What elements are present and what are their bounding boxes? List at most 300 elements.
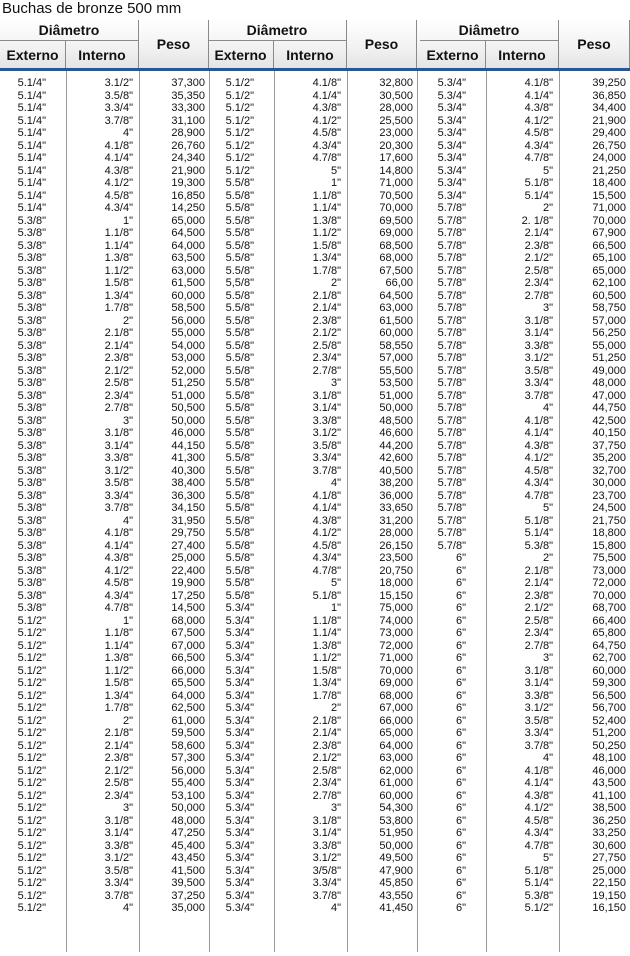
table-row [0,252,630,265]
cell-peso: 34,150 [171,502,205,514]
cell-interno: 2.5/8" [312,764,341,777]
cell-peso: 24,500 [592,502,626,514]
cell-peso: 57,000 [592,314,626,327]
cell-peso: 38,400 [171,477,205,489]
cell-externo: 5.3/4" [225,739,254,752]
cell-externo: 5.1/4" [17,164,46,177]
cell-externo: 5.5/8" [225,527,254,539]
table-row [0,802,630,815]
cell-interno: 3.7/8" [312,464,341,477]
cell-interno: 4.1/4" [524,427,553,439]
cell-peso: 19,150 [592,889,626,902]
column-divider [274,71,275,952]
table-row [0,565,630,578]
cell-interno: 4.1/4" [104,539,133,552]
cell-externo: 5.1/2" [225,152,254,164]
cell-externo: 5.1/2" [225,127,254,139]
cell-peso: 32,800 [379,77,413,89]
table-row [0,227,630,240]
cell-interno: 2.1/2" [524,602,553,614]
table-row [0,690,630,703]
cell-peso: 71,000 [592,202,626,214]
cell-interno: 4.3/4" [104,202,133,214]
cell-externo: 5.5/8" [225,577,254,589]
cell-interno: 1.7/8" [312,689,341,702]
cell-peso: 20,750 [379,564,413,577]
cell-externo: 5.3/4" [225,839,254,852]
cell-peso: 40,150 [592,427,626,439]
cell-interno: 5" [330,164,341,177]
cell-externo: 5.3/8" [17,289,46,302]
cell-interno: 3" [330,377,341,389]
cell-peso: 69,500 [379,214,413,227]
cell-externo: 6" [455,702,466,714]
table-row [0,277,630,290]
cell-externo: 6" [455,664,466,677]
cell-peso: 50,250 [592,739,626,752]
cell-peso: 45,400 [171,839,205,852]
cell-interno: 1.1/4" [104,239,133,252]
cell-externo: 5.5/8" [225,364,254,377]
cell-externo: 6" [455,652,466,664]
cell-peso: 50,500 [171,402,205,414]
cell-peso: 48,500 [379,414,413,427]
cell-peso: 53,000 [171,352,205,364]
cell-peso: 55,500 [379,364,413,377]
table-row [0,240,630,253]
cell-interno: 1.1/8" [104,627,133,639]
cell-peso: 55,400 [171,777,205,789]
cell-interno: 2.3/8" [312,739,341,752]
cell-interno: 3.5/8" [312,439,341,452]
cell-peso: 56,000 [171,314,205,327]
cell-peso: 62,500 [171,702,205,714]
cell-externo: 5.7/8" [437,414,466,427]
cell-peso: 66,000 [379,714,413,727]
cell-externo: 5.1/4" [17,127,46,139]
cell-externo: 5.3/8" [17,364,46,377]
cell-interno: 4.1/8" [524,764,553,777]
cell-externo: 5.3/4" [225,827,254,839]
cell-peso: 60,000 [592,664,626,677]
cell-interno: 4.7/8" [312,152,341,164]
cell-externo: 5.1/2" [225,77,254,89]
cell-interno: 3.3/4" [104,102,133,114]
header-interno: Interno [66,41,139,68]
header-peso: Peso [139,20,209,68]
cell-externo: 5.7/8" [437,264,466,277]
cell-interno: 3.7/8" [312,889,341,902]
cell-interno: 2.3/4" [104,789,133,802]
cell-interno: 4.7/8" [312,564,341,577]
cell-peso: 56,250 [592,327,626,339]
cell-externo: 5.1/2" [17,689,46,702]
cell-externo: 6" [455,789,466,802]
column-divider [209,71,210,952]
cell-externo: 5.7/8" [437,527,466,539]
cell-externo: 5.3/4" [225,864,254,877]
cell-peso: 48,100 [592,752,626,764]
cell-peso: 42,500 [592,414,626,427]
cell-interno: 4.5/8" [104,577,133,589]
cell-peso: 65,100 [592,252,626,264]
table-row [0,727,630,740]
cell-externo: 5.5/8" [225,402,254,414]
table-row [0,102,630,115]
cell-peso: 26,760 [171,139,205,152]
cell-externo: 5.3/4" [437,77,466,89]
cell-interno: 1.1/2" [312,652,341,664]
cell-peso: 18,000 [379,577,413,589]
cell-peso: 61,500 [379,314,413,327]
cell-externo: 5.1/2" [17,789,46,802]
cell-interno: 2" [122,714,133,727]
cell-interno: 3.3/8" [312,839,341,852]
cell-peso: 18,800 [592,527,626,539]
cell-externo: 6" [455,614,466,627]
cell-peso: 19,900 [171,577,205,589]
cell-externo: 5.3/8" [17,414,46,427]
cell-peso: 23,500 [379,552,413,564]
cell-interno: 4.5/8" [524,464,553,477]
cell-externo: 5.7/8" [437,339,466,352]
cell-interno: 3.7/8" [524,739,553,752]
cell-peso: 51,250 [171,377,205,389]
table-row [0,677,630,690]
cell-externo: 5.1/2" [17,677,46,689]
cell-interno: 2.1/2" [312,752,341,764]
cell-externo: 5.1/2" [17,727,46,739]
cell-externo: 6" [455,839,466,852]
cell-interno: 1.5/8" [312,239,341,252]
cell-externo: 5.5/8" [225,452,254,464]
table-row [0,165,630,178]
cell-peso: 47,250 [171,827,205,839]
cell-peso: 69,000 [379,677,413,689]
cell-interno: 3.7/8" [104,502,133,514]
cell-interno: 5" [542,502,553,514]
table-row [0,552,630,565]
cell-peso: 26,150 [379,539,413,552]
cell-externo: 5.7/8" [437,352,466,364]
cell-interno: 3.1/2" [312,427,341,439]
cell-peso: 25,500 [379,114,413,127]
cell-interno: 3" [330,802,341,814]
cell-externo: 5.5/8" [225,414,254,427]
cell-externo: 6" [455,739,466,752]
cell-peso: 26,750 [592,139,626,152]
cell-externo: 5.3/4" [437,177,466,189]
cell-externo: 5.3/4" [225,714,254,727]
cell-externo: 6" [455,827,466,839]
cell-interno: 3.1/8" [312,814,341,827]
table-row [0,315,630,328]
cell-peso: 66,000 [171,664,205,677]
cell-interno: 3.3/4" [104,877,133,889]
cell-peso: 35,350 [171,89,205,102]
cell-externo: 5.1/2" [225,164,254,177]
cell-externo: 5.5/8" [225,339,254,352]
cell-peso: 16,150 [592,902,626,914]
cell-externo: 6" [455,627,466,639]
cell-interno: 2.1/4" [104,739,133,752]
header-interno: Interno [274,41,347,68]
cell-externo: 5.7/8" [437,214,466,227]
cell-interno: 2.5/8" [312,339,341,352]
cell-externo: 5.7/8" [437,452,466,464]
header-externo: Externo [420,41,486,68]
cell-externo: 5.1/2" [17,864,46,877]
cell-interno: 3" [542,302,553,314]
table-row [0,815,630,828]
table-row [0,452,630,465]
cell-interno: 3.3/8" [104,452,133,464]
cell-interno: 2" [122,314,133,327]
cell-peso: 29,400 [592,127,626,139]
cell-peso: 73,000 [379,627,413,639]
cell-externo: 6" [455,764,466,777]
cell-interno: 3.1/2" [104,464,133,477]
cell-interno: 2.1/4" [312,727,341,739]
cell-externo: 5.5/8" [225,564,254,577]
cell-interno: 1.3/4" [312,677,341,689]
cell-peso: 46,000 [171,427,205,439]
cell-externo: 5.5/8" [225,552,254,564]
table-row [0,777,630,790]
cell-interno: 2. 1/8" [521,214,553,227]
cell-externo: 5.5/8" [225,502,254,514]
cell-peso: 52,400 [592,714,626,727]
cell-interno: 2.1/2" [104,364,133,377]
table-row [0,902,630,915]
cell-externo: 5.3/8" [17,352,46,364]
cell-peso: 30,600 [592,839,626,852]
cell-interno: 2.1/4" [524,227,553,239]
cell-externo: 5.5/8" [225,514,254,527]
cell-interno: 4.1/8" [524,414,553,427]
cell-interno: 3.1/2" [524,352,553,364]
cell-externo: 5.3/8" [17,514,46,527]
cell-interno: 1.1/8" [312,189,341,202]
cell-peso: 69,000 [379,227,413,239]
cell-externo: 5.3/8" [17,527,46,539]
cell-externo: 5.7/8" [437,377,466,389]
cell-interno: 1.1/4" [312,627,341,639]
cell-externo: 5.3/4" [225,652,254,664]
cell-interno: 4.3/4" [104,589,133,602]
header-diametro: Diâmetro [208,20,347,41]
cell-peso: 72,000 [592,577,626,589]
cell-peso: 51,000 [171,389,205,402]
cell-peso: 49,000 [592,364,626,377]
table-row [0,115,630,128]
cell-interno: 2" [542,202,553,214]
cell-peso: 33,250 [592,827,626,839]
cell-externo: 5.5/8" [225,189,254,202]
cell-externo: 6" [455,639,466,652]
cell-interno: 4.1/2" [312,527,341,539]
cell-peso: 32,700 [592,464,626,477]
cell-interno: 3.3/4" [312,877,341,889]
table-row [0,177,630,190]
cell-peso: 48,000 [171,814,205,827]
table-row [0,190,630,203]
cell-externo: 5.5/8" [225,202,254,214]
cell-peso: 34,400 [592,102,626,114]
cell-peso: 31,200 [379,514,413,527]
cell-peso: 40,500 [379,464,413,477]
cell-peso: 61,000 [379,777,413,789]
cell-externo: 6" [455,727,466,739]
cell-interno: 4.5/8" [312,127,341,139]
cell-interno: 1.7/8" [104,302,133,314]
cell-externo: 5.7/8" [437,389,466,402]
cell-interno: 1.5/8" [104,277,133,289]
cell-peso: 70,000 [592,214,626,227]
cell-peso: 28,000 [379,527,413,539]
cell-externo: 5.3/4" [437,164,466,177]
cell-peso: 67,900 [592,227,626,239]
table-row [0,440,630,453]
cell-interno: 4.1/2" [524,802,553,814]
cell-interno: 2.3/4" [312,777,341,789]
cell-externo: 5.1/2" [17,702,46,714]
cell-peso: 64,000 [171,689,205,702]
cell-peso: 17,600 [379,152,413,164]
cell-peso: 14,250 [171,202,205,214]
cell-externo: 5.3/4" [225,777,254,789]
cell-peso: 72,000 [379,639,413,652]
table-row [0,327,630,340]
cell-interno: 1.3/4" [104,689,133,702]
cell-interno: 5.3/8" [524,889,553,902]
cell-interno: 3.3/4" [312,452,341,464]
table-row [0,602,630,615]
cell-peso: 37,300 [171,77,205,89]
cell-interno: 4.3/8" [312,102,341,114]
cell-peso: 66,00 [385,277,413,289]
cell-interno: 3.3/4" [104,489,133,502]
cell-peso: 40,300 [171,464,205,477]
cell-interno: 4" [542,752,553,764]
cell-peso: 53,100 [171,789,205,802]
cell-externo: 5.3/4" [225,764,254,777]
cell-interno: 4.1/4" [104,152,133,164]
cell-peso: 64,000 [379,739,413,752]
cell-externo: 5.5/8" [225,377,254,389]
bushing-table [0,20,630,922]
cell-interno: 2.3/4" [524,277,553,289]
cell-interno: 3.1/2" [104,77,133,89]
cell-peso: 60,000 [171,289,205,302]
cell-interno: 3.3/8" [104,839,133,852]
cell-peso: 51,000 [379,389,413,402]
cell-peso: 23,700 [592,489,626,502]
cell-interno: 3" [122,802,133,814]
cell-peso: 51,200 [592,727,626,739]
cell-interno: 2.7/8" [524,639,553,652]
cell-externo: 5.3/8" [17,239,46,252]
cell-interno: 3.5/8" [104,477,133,489]
cell-interno: 3.1/4" [104,439,133,452]
cell-interno: 4.3/8" [524,102,553,114]
cell-peso: 18,400 [592,177,626,189]
cell-interno: 1" [330,177,341,189]
cell-externo: 5.1/2" [17,664,46,677]
cell-peso: 53,800 [379,814,413,827]
cell-peso: 68,000 [379,252,413,264]
header-interno: Interno [486,41,559,68]
table-row [0,352,630,365]
cell-interno: 2.1/8" [104,327,133,339]
cell-peso: 66,500 [592,239,626,252]
cell-peso: 23,000 [379,127,413,139]
table-row [0,465,630,478]
cell-externo: 5.3/8" [17,552,46,564]
cell-interno: 4" [122,902,133,914]
cell-peso: 43,550 [379,889,413,902]
cell-interno: 1.1/8" [312,614,341,627]
cell-interno: 2.1/2" [312,327,341,339]
cell-peso: 70,500 [379,189,413,202]
cell-externo: 5.3/8" [17,452,46,464]
cell-externo: 5.5/8" [225,289,254,302]
header-diametro: Diâmetro [0,20,139,41]
cell-externo: 6" [455,802,466,814]
cell-interno: 4.3/8" [104,552,133,564]
cell-interno: 4.1/4" [524,89,553,102]
header-diametro: Diâmetro [420,20,559,41]
table-row [0,615,630,628]
cell-peso: 54,000 [171,339,205,352]
cell-externo: 5.1/2" [225,114,254,127]
cell-peso: 58,500 [171,302,205,314]
cell-interno: 1.3/8" [312,639,341,652]
cell-externo: 5.7/8" [437,402,466,414]
cell-peso: 33,300 [171,102,205,114]
cell-peso: 51,250 [592,352,626,364]
cell-peso: 56,000 [171,764,205,777]
cell-externo: 5.3/4" [437,102,466,114]
page-title: Buchas de bronze 500 mm [2,0,182,17]
cell-externo: 6" [455,564,466,577]
cell-peso: 56,500 [592,689,626,702]
cell-externo: 5.5/8" [225,177,254,189]
cell-externo: 5.7/8" [437,477,466,489]
cell-interno: 4.7/8" [524,152,553,164]
table-row [0,402,630,415]
cell-externo: 5.1/2" [17,714,46,727]
cell-peso: 15,150 [379,589,413,602]
column-divider [417,71,418,952]
cell-interno: 3.5/8" [524,714,553,727]
cell-interno: 2.3/8" [524,589,553,602]
cell-externo: 5.1/2" [17,764,46,777]
cell-interno: 4" [330,477,341,489]
cell-peso: 39,500 [171,877,205,889]
cell-peso: 67,000 [171,639,205,652]
cell-externo: 5.3/4" [225,902,254,914]
cell-externo: 5.7/8" [437,439,466,452]
cell-peso: 57,300 [171,752,205,764]
cell-interno: 1.3/8" [104,252,133,264]
table-row [0,415,630,428]
cell-externo: 5.7/8" [437,252,466,264]
cell-interno: 1.3/8" [104,652,133,664]
cell-peso: 75,000 [379,602,413,614]
cell-interno: 1.1/4" [312,202,341,214]
column-divider [559,71,560,952]
